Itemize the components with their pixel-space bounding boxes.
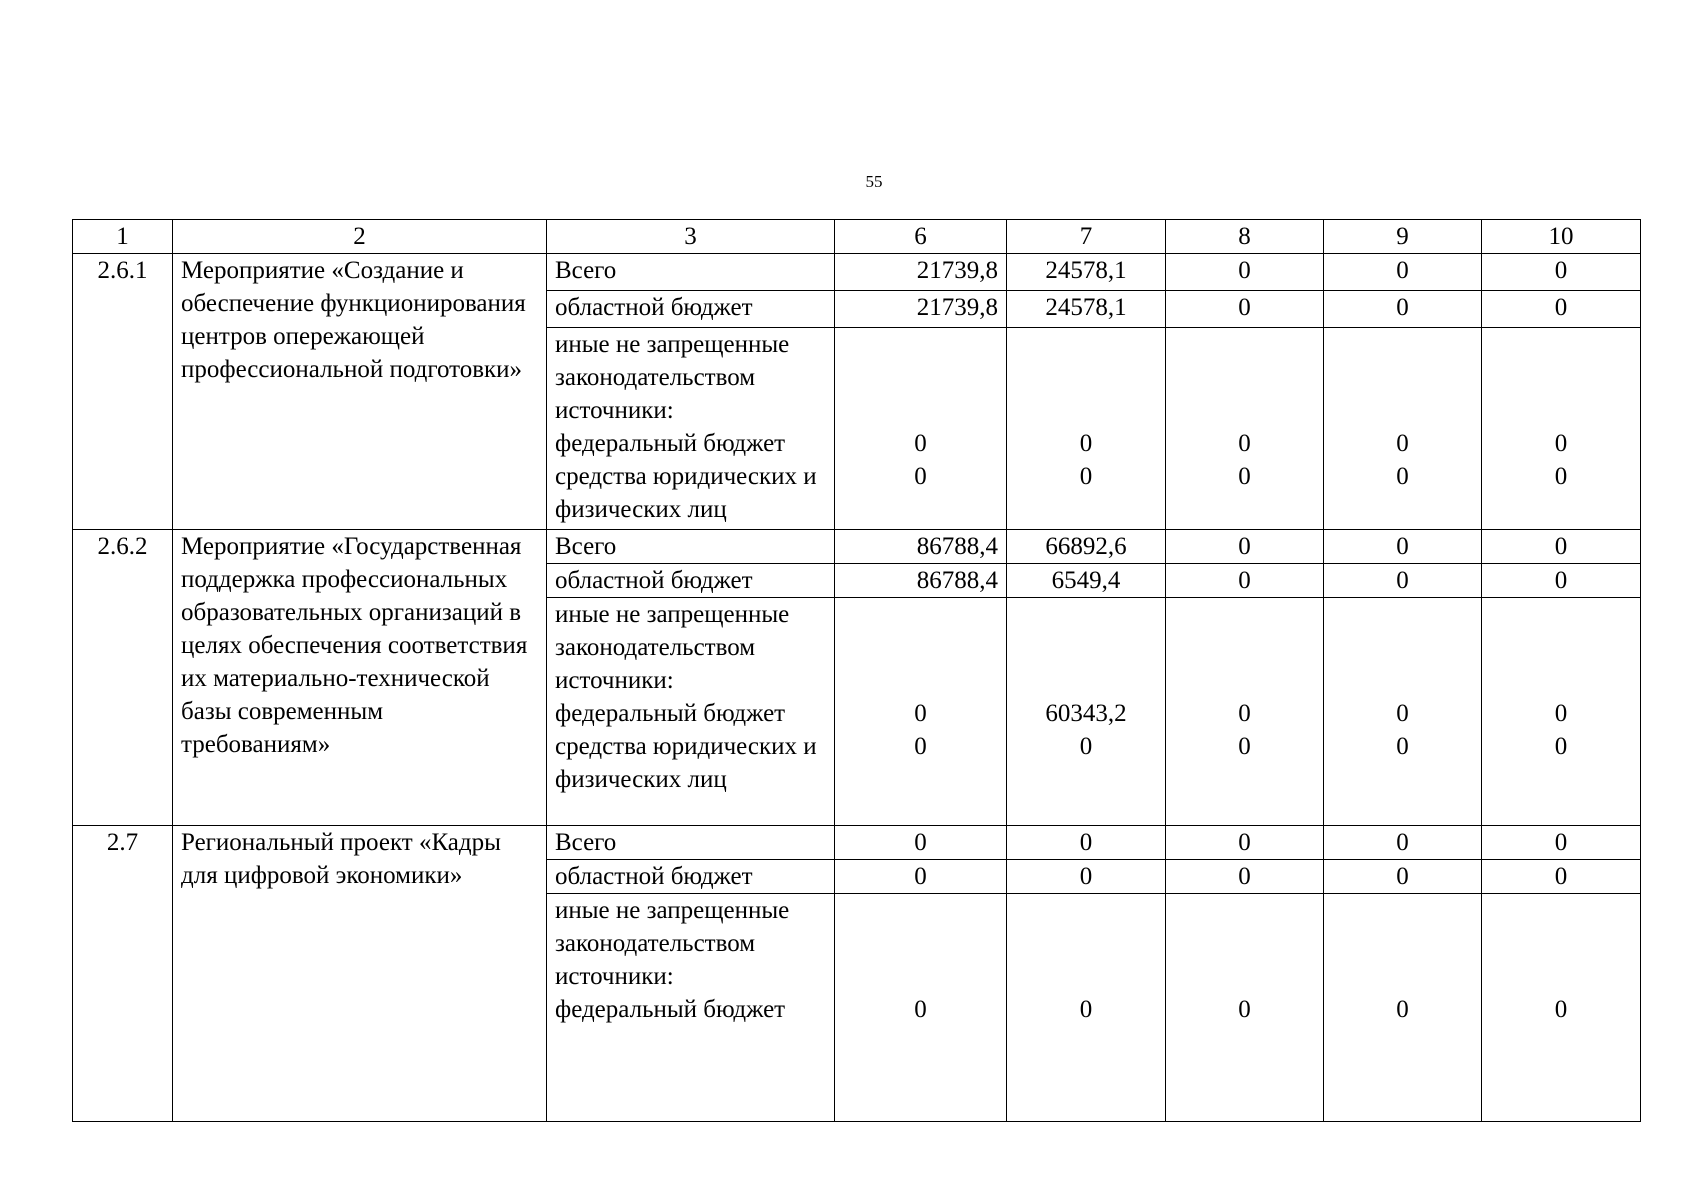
source-label: Всего bbox=[547, 530, 835, 564]
table-row bbox=[73, 254, 1641, 291]
table-row bbox=[73, 530, 1641, 564]
value-cell: 0 bbox=[1324, 564, 1482, 598]
value: 0 bbox=[1396, 700, 1409, 727]
value: 0 bbox=[1238, 733, 1251, 760]
header-cell: 6 bbox=[835, 220, 1007, 254]
value-cell: 0 bbox=[1166, 860, 1324, 894]
value-cell: 86788,4 bbox=[835, 530, 1007, 564]
value: 0 bbox=[1554, 463, 1568, 490]
value-cell bbox=[1166, 328, 1324, 530]
value-cell: 0 bbox=[835, 826, 1007, 860]
page-number: 55 bbox=[865, 172, 883, 191]
value: 0 bbox=[1396, 430, 1409, 457]
value-cell bbox=[1482, 598, 1641, 826]
value-cell bbox=[1324, 598, 1482, 826]
header-cell: 8 bbox=[1166, 220, 1324, 254]
value-cell bbox=[835, 598, 1007, 826]
source-label: Всего bbox=[547, 254, 835, 291]
source-label: средства юридических и физических лиц bbox=[555, 463, 817, 523]
item-name: Мероприятие «Создание и обеспечение функционирования центров опережающей профессиональной подготовки» bbox=[173, 254, 547, 530]
value: 0 bbox=[1396, 733, 1409, 760]
source-label: областной бюджет bbox=[547, 564, 835, 598]
item-name: Региональный проект «Кадры для цифровой экономики» bbox=[173, 826, 547, 1122]
value-cell: 0 bbox=[1482, 291, 1641, 328]
value-cell: 66892,6 bbox=[1007, 530, 1166, 564]
value-cell: 0 bbox=[1166, 530, 1324, 564]
other-sources-label: иные не запрещенные законодательством источники: bbox=[555, 601, 790, 694]
value-cell: 0 bbox=[1482, 254, 1641, 291]
value-cell: 0 bbox=[1324, 254, 1482, 291]
value: 0 bbox=[1238, 430, 1251, 457]
value-cell: 0 bbox=[1482, 564, 1641, 598]
sources-cell bbox=[547, 598, 835, 826]
other-sources-label: иные не запрещенные законодательством источники: bbox=[555, 897, 790, 990]
table-row bbox=[73, 826, 1641, 860]
other-sources-label: иные не запрещенные законодательством источники: bbox=[555, 331, 790, 424]
source-label: федеральный бюджет bbox=[555, 430, 786, 457]
value: 0 bbox=[914, 700, 927, 727]
value-cell: 21739,8 bbox=[835, 291, 1007, 328]
value-cell bbox=[1007, 328, 1166, 530]
header-row bbox=[73, 220, 1641, 254]
item-name: Мероприятие «Государственная поддержка профессиональных образовательных организаций в целях обеспечения соответствия их материально-технической базы современным требованиям» bbox=[173, 530, 547, 826]
value: 0 bbox=[1079, 733, 1093, 760]
header-cell: 9 bbox=[1324, 220, 1482, 254]
value: 0 bbox=[1554, 430, 1568, 457]
value-cell: 0 bbox=[1007, 826, 1166, 860]
value: 0 bbox=[1079, 996, 1093, 1023]
value-cell: 0 bbox=[1324, 826, 1482, 860]
value: 60343,2 bbox=[1045, 700, 1127, 727]
value-cell: 0 bbox=[1324, 860, 1482, 894]
value: 0 bbox=[914, 463, 927, 490]
value: 0 bbox=[914, 430, 927, 457]
source-label: областной бюджет bbox=[547, 291, 835, 328]
header-cell: 7 bbox=[1007, 220, 1166, 254]
value-cell: 86788,4 bbox=[835, 564, 1007, 598]
value-cell: 0 bbox=[1166, 254, 1324, 291]
value: 0 bbox=[1554, 996, 1568, 1023]
value-cell bbox=[1324, 894, 1482, 1122]
sources-cell bbox=[547, 328, 835, 530]
value-cell: 0 bbox=[1166, 291, 1324, 328]
value-cell: 0 bbox=[1007, 860, 1166, 894]
value-cell: 0 bbox=[1324, 530, 1482, 564]
header-cell: 2 bbox=[173, 220, 547, 254]
value-cell bbox=[1166, 894, 1324, 1122]
value: 0 bbox=[1554, 733, 1568, 760]
value: 0 bbox=[1238, 463, 1251, 490]
source-label: федеральный бюджет bbox=[555, 700, 786, 727]
value-cell: 0 bbox=[1166, 564, 1324, 598]
value-cell bbox=[1007, 598, 1166, 826]
value-cell bbox=[1482, 328, 1641, 530]
value-cell: 0 bbox=[835, 860, 1007, 894]
value-cell bbox=[835, 328, 1007, 530]
value-cell bbox=[1007, 894, 1166, 1122]
header-cell: 3 bbox=[547, 220, 835, 254]
item-number: 2.6.2 bbox=[73, 530, 173, 826]
header-cell: 10 bbox=[1482, 220, 1641, 254]
source-label: средства юридических и физических лиц bbox=[555, 733, 817, 793]
source-label: федеральный бюджет bbox=[555, 996, 786, 1023]
value-cell: 0 bbox=[1482, 530, 1641, 564]
budget-table bbox=[72, 219, 1641, 1122]
value-cell: 0 bbox=[1166, 826, 1324, 860]
value: 0 bbox=[1554, 700, 1568, 727]
value-cell: 0 bbox=[1482, 860, 1641, 894]
value: 0 bbox=[1396, 996, 1409, 1023]
item-number: 2.6.1 bbox=[73, 254, 173, 530]
item-number: 2.7 bbox=[73, 826, 173, 1122]
value-cell bbox=[1324, 328, 1482, 530]
sources-cell bbox=[547, 894, 835, 1122]
header-cell: 1 bbox=[73, 220, 173, 254]
value: 0 bbox=[914, 733, 927, 760]
value-cell: 24578,1 bbox=[1007, 254, 1166, 291]
value-cell bbox=[1166, 598, 1324, 826]
value: 0 bbox=[1079, 463, 1093, 490]
value: 0 bbox=[1238, 700, 1251, 727]
value-cell: 0 bbox=[1324, 291, 1482, 328]
value: 0 bbox=[1238, 996, 1251, 1023]
value: 0 bbox=[1396, 463, 1409, 490]
value-cell: 24578,1 bbox=[1007, 291, 1166, 328]
value-cell: 0 bbox=[1482, 826, 1641, 860]
value: 0 bbox=[914, 996, 927, 1023]
source-label: областной бюджет bbox=[547, 860, 835, 894]
value: 0 bbox=[1079, 430, 1093, 457]
source-label: Всего bbox=[547, 826, 835, 860]
value-cell bbox=[835, 894, 1007, 1122]
value-cell bbox=[1482, 894, 1641, 1122]
value-cell: 6549,4 bbox=[1007, 564, 1166, 598]
value-cell: 21739,8 bbox=[835, 254, 1007, 291]
